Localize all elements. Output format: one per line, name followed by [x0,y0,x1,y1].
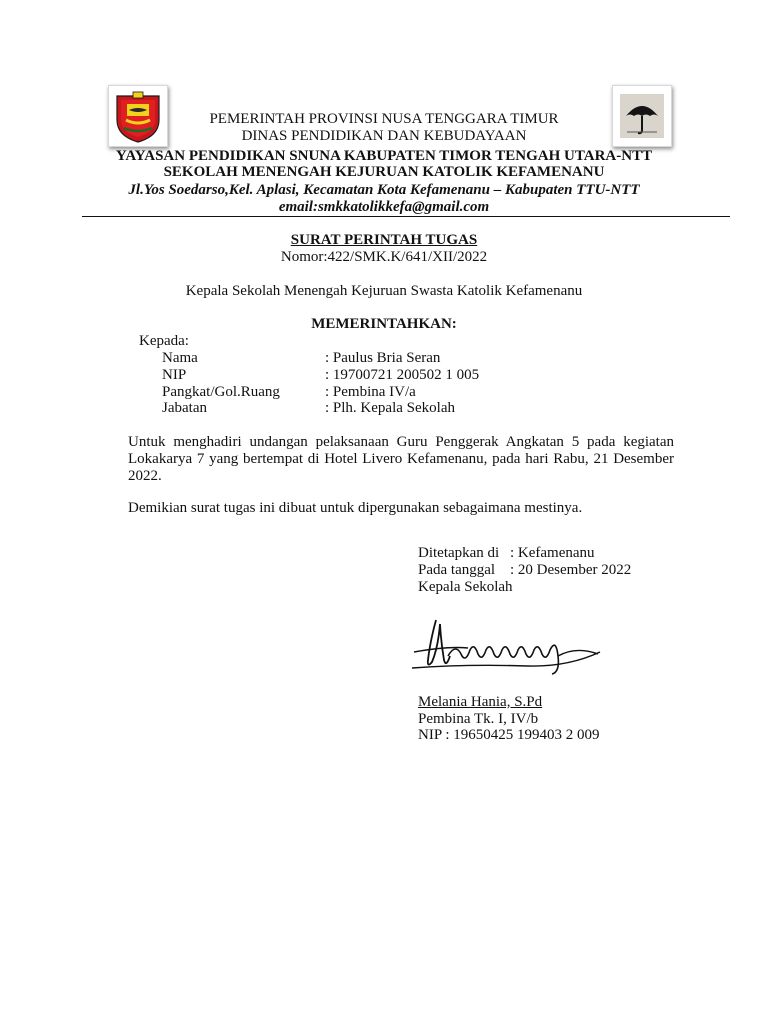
letterhead-department: DINAS PENDIDIKAN DAN KEBUDAYAAN [241,128,527,144]
field-value: : Paulus Bria Seran [325,350,441,366]
field-value: : Pembina IV/a [325,384,416,400]
recipient-label: Kepada: [139,333,189,349]
closing-paragraph: Demikian surat tugas ini dibuat untuk dipergunakan sebagaimana mestinya. [128,500,583,516]
field-label: NIP [162,367,187,383]
field-label: Pangkat/Gol.Ruang [162,384,280,400]
signer-nip: NIP : 19650425 199403 2 009 [418,727,600,743]
letterhead-divider [82,216,730,217]
place-label: Ditetapkan di [418,545,500,561]
signer-position: Kepala Sekolah [418,579,513,595]
place-value: : Kefamenanu [510,545,595,561]
letterhead-foundation: YAYASAN PENDIDIKAN SNUNA KABUPATEN TIMOR TENGAH UTARA-NTT [115,148,653,164]
field-value: : Plh. Kepala Sekolah [325,400,455,416]
date-label: Pada tanggal [418,562,496,578]
letterhead-school: SEKOLAH MENENGAH KEJURUAN KATOLIK KEFAMENANU [163,164,605,180]
document-issuer: Kepala Sekolah Menengah Kejuruan Swasta Katolik Kefamenanu [185,283,583,299]
document-command: MEMERINTAHKAN: [311,316,457,332]
signer-name: Melania Hania, S.Pd [418,694,543,710]
field-value: : 19700721 200502 1 005 [325,367,480,383]
field-label: Nama [162,350,198,366]
letterhead-address: Jl.Yos Soedarso,Kel. Aplasi, Kecamatan Kota Kefamenanu – Kabupaten TTU-NTT [128,182,640,198]
signer-rank: Pembina Tk. I, IV/b [418,711,539,727]
letterhead-email: email:smkkatolikkefa@gmail.com [278,199,490,215]
date-value: : 20 Desember 2022 [510,562,632,578]
document-number: Nomor:422/SMK.K/641/XII/2022 [280,249,488,265]
purpose-paragraph: Untuk menghadiri undangan pelaksanaan Guru Penggerak Angkatan 5 pada kegiatan Lokakarya 7 yang bertempat di Hotel Livero Kefamenanu, pada hari Rabu, 21 Desember 2022. [128,434,674,484]
field-label: Jabatan [162,400,207,416]
handwritten-signature-icon [408,612,608,684]
letterhead-province: PEMERINTAH PROVINSI NUSA TENGGARA TIMUR [209,111,559,127]
document-title: SURAT PERINTAH TUGAS [290,232,478,248]
